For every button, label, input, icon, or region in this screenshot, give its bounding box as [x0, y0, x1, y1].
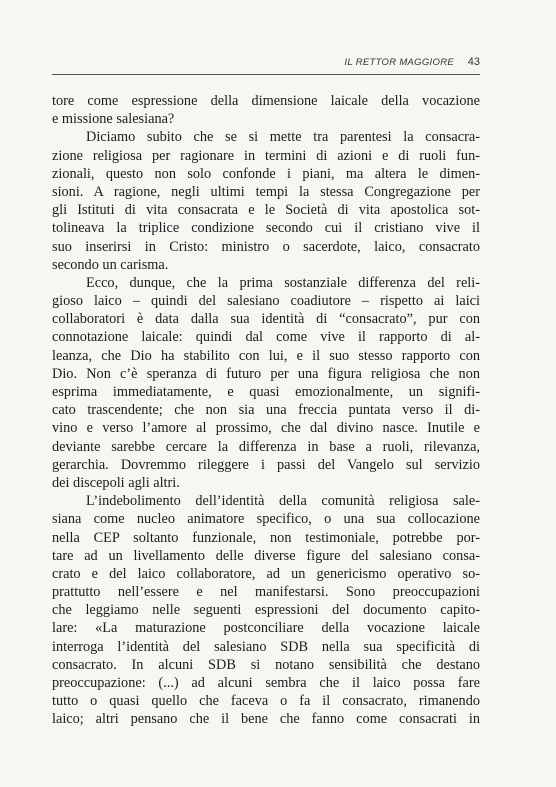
text-line: zionali, questo non solo confonde i piani, ma altera le dimen- — [52, 165, 480, 182]
text-line: gerarchia. Dovremmo rileggere i passi del Vangelo sul servizio — [52, 456, 480, 473]
text-line: esprima immediatamente, e quasi emozionalmente, un signifi- — [52, 384, 480, 400]
text-line: che leggiamo nelle seguenti espressioni del documento capito- — [52, 602, 480, 619]
text-line: crato e del laico collaboratore, ad un genericismo operativo so- — [52, 565, 480, 582]
text-line: nella CEP soltanto funzionale, non testimoniale, potrebbe por- — [52, 529, 480, 546]
text-line: Diciamo subito che se si mette tra parentesi la consacra- — [86, 129, 480, 146]
text-line: leanza, che Dio ha stabilito con lui, e il suo stesso rapporto con — [52, 347, 480, 364]
running-head — [52, 57, 480, 73]
text-line: vino e verso l’amore al prossimo, che dal divino nasce. Inutile e — [52, 420, 480, 437]
paragraph — [52, 92, 480, 128]
text-line: lare: «La maturazione postconciliare della vocazione laicale — [52, 620, 480, 637]
text-line: deviante sarebbe cercare la differenza in base a ruoli, rilevanza, — [52, 438, 480, 455]
text-line: cato trascendente; che non sia una freccia puntata verso il di- — [52, 402, 480, 419]
text-line: consacrato. In alcuni SDB si notano sensibilità che destano — [52, 656, 480, 673]
paragraph — [52, 492, 480, 728]
text-line: suo inserirsi in Cristo: ministro o sacerdote, laico, consacrato — [52, 238, 480, 255]
text-line: tare ad un livellamento delle diverse figure del salesiano consa- — [52, 547, 480, 564]
text-line: Dio. Non c’è speranza di futuro per una figura religiosa che non — [52, 365, 480, 382]
text-line: sioni. A ragione, negli ultimi tempi la stessa Congregazione per — [52, 183, 480, 200]
text-line: siana come nucleo animatore specifico, o una sua collocazione — [52, 511, 480, 528]
text-line: connotazione laicale: quindi dal come vive il rapporto di al- — [52, 329, 480, 346]
text-line: secondo un carisma. — [52, 256, 169, 273]
body-text — [52, 92, 480, 729]
text-line: preoccupazione: (...) ad alcuni sembra che il laico possa fare — [52, 675, 480, 691]
text-line: tolineava la triplice condizione secondo cui il cristiano vive il — [52, 220, 480, 237]
text-line: collaboratori è data dalla sua identità di “consacrato”, pur con — [52, 311, 480, 328]
header-rule — [52, 74, 480, 75]
running-title: IL RETTOR MAGGIORE — [344, 57, 454, 68]
page-number: 43 — [467, 56, 480, 68]
text-line: zione religiosa per ragionare in termini di azioni e di ruoli fun- — [52, 147, 480, 164]
text-line: gli Istituti di vita consacrata e le Società di vita apostolica sot- — [52, 202, 480, 219]
paragraph — [52, 128, 480, 274]
text-line: e missione salesiana? — [52, 111, 175, 128]
text-line: tutto o quasi quello che faceva o fa il consacrato, rimanendo — [52, 693, 480, 710]
text-line: laico; altri pensano che il bene che fanno come consacrati in — [52, 711, 480, 728]
paragraph — [52, 274, 480, 492]
text-line: prattutto nell’essere e nel manifestarsi. Sono preoccupazioni — [52, 584, 480, 601]
text-line: tore come espressione della dimensione laicale della vocazione — [52, 93, 480, 109]
text-line: L’indebolimento dell’identità della comunità religiosa sale- — [86, 493, 480, 510]
text-line: interroga l’identità del salesiano SDB nella sua specificità di — [52, 638, 480, 655]
text-line: dei discepoli agli altri. — [52, 474, 180, 491]
text-line: gioso laico – quindi del salesiano coadiutore – rispetto ai laici — [52, 293, 480, 310]
text-line: Ecco, dunque, che la prima sostanziale differenza del reli- — [86, 274, 480, 291]
